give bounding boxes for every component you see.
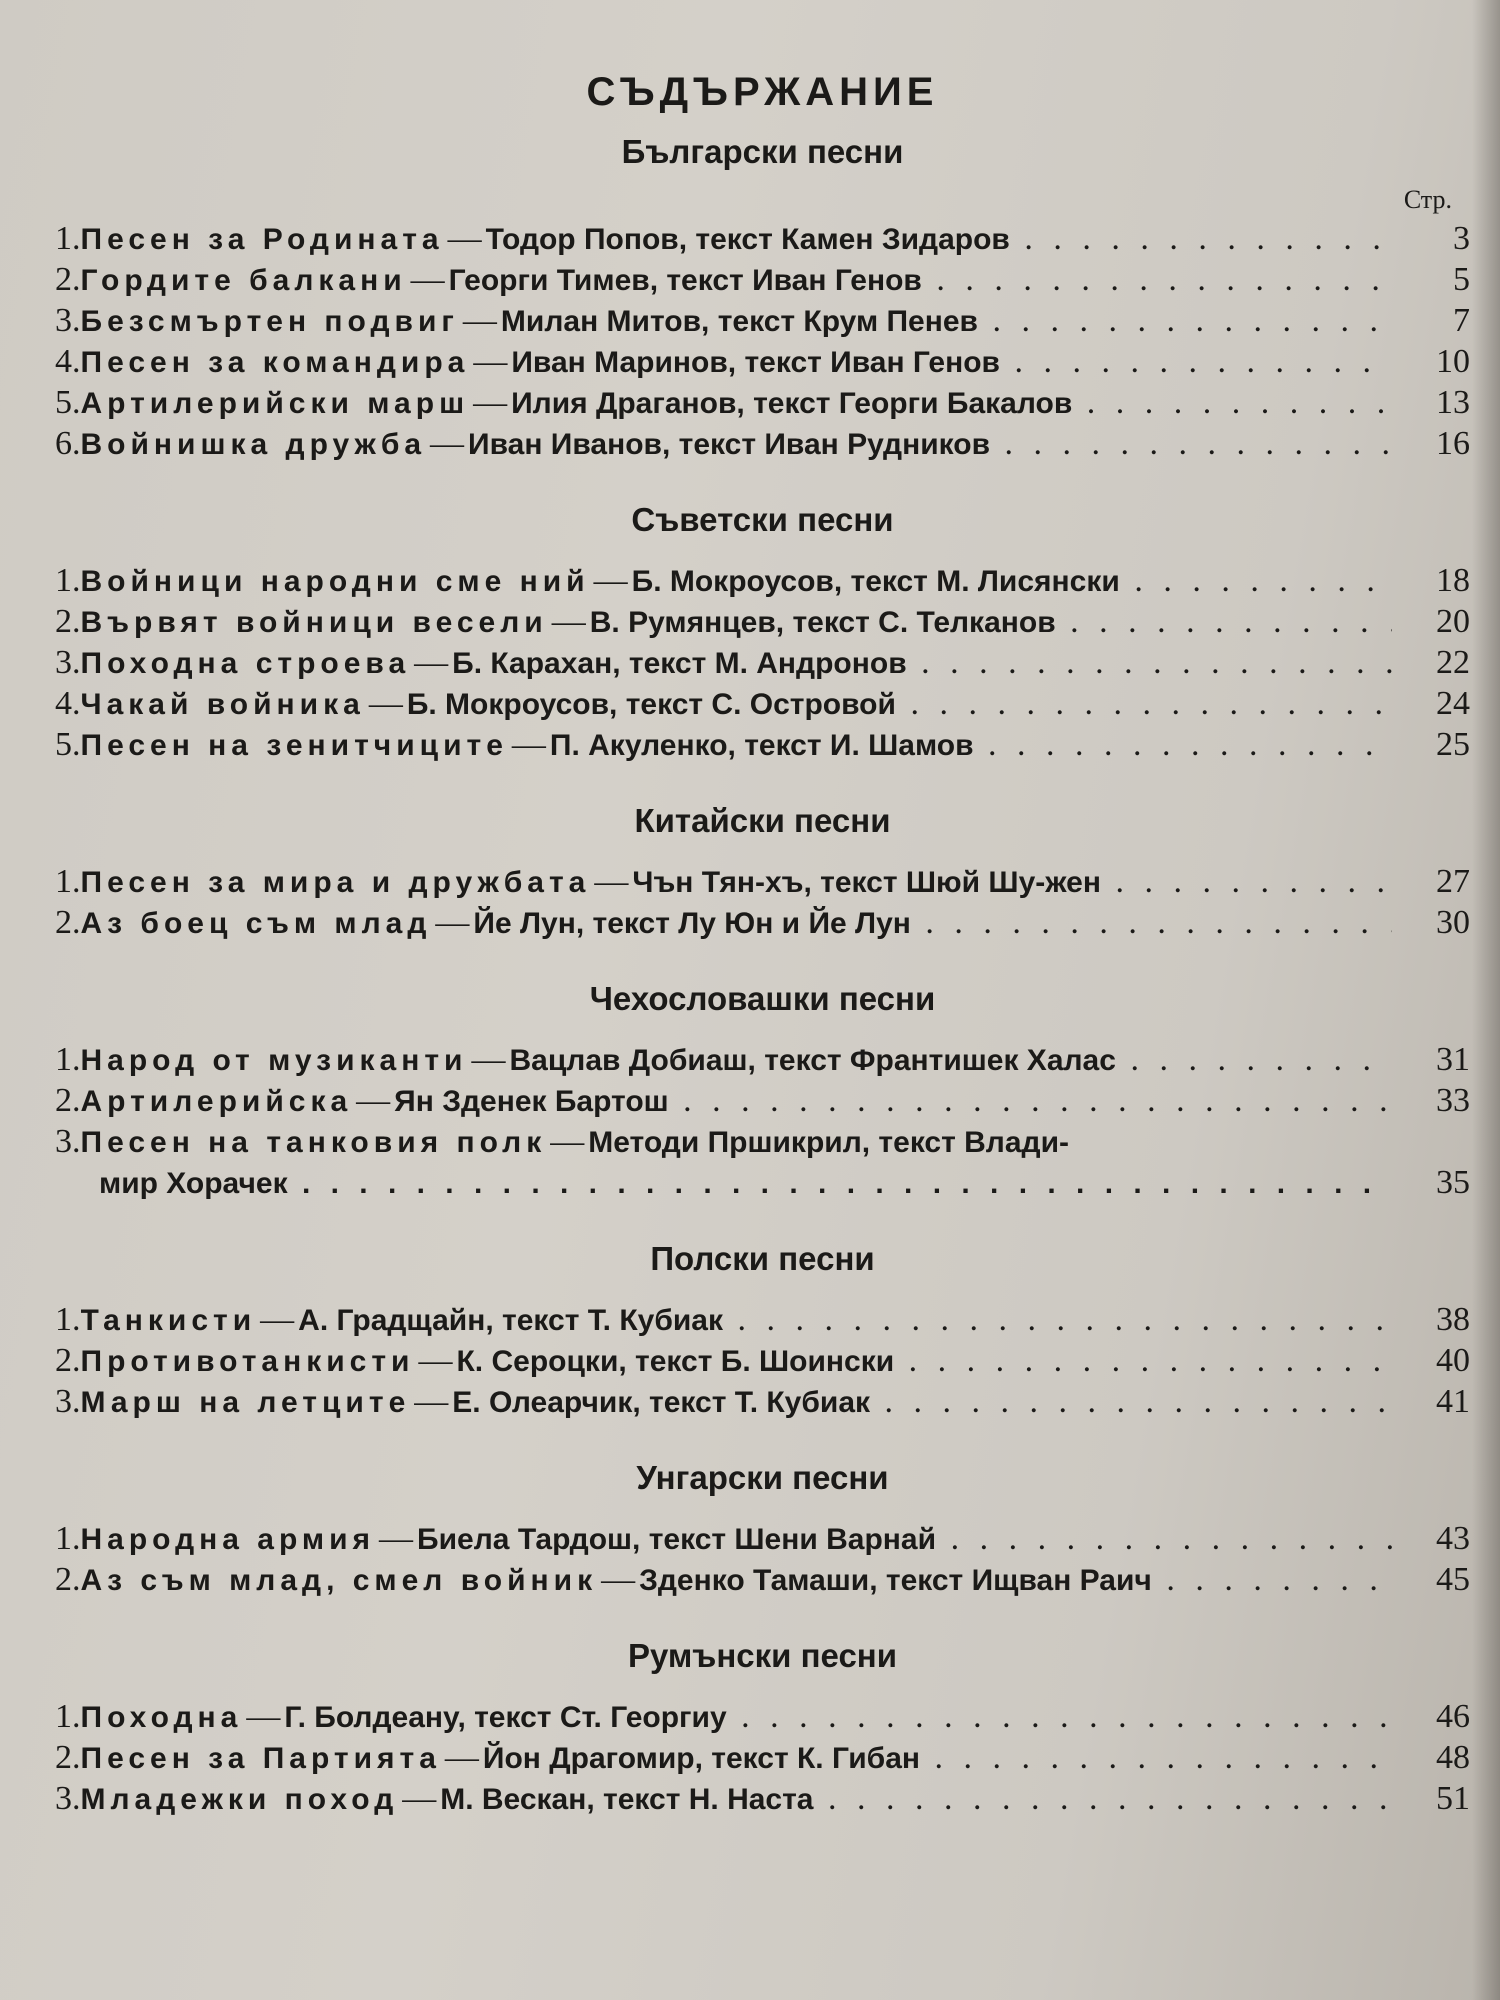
entry-number: 2.	[55, 904, 81, 941]
entry-dash: —	[356, 1082, 391, 1119]
entry-number: 6.	[55, 425, 81, 462]
entry-dash: —	[551, 603, 586, 640]
song-authors: Иван Иванов, текст Иван Рудников	[468, 428, 991, 461]
entry-text	[81, 1300, 1393, 1341]
entry-dash: —	[447, 220, 482, 257]
entry-list	[55, 1697, 1470, 1820]
page-number: 38	[1436, 1301, 1470, 1338]
entry-dash: —	[462, 302, 497, 339]
song-authors: Тодор Попов, текст Камен Зидаров	[485, 223, 1010, 256]
entry-text	[81, 643, 1393, 684]
toc-entry	[55, 219, 1470, 260]
entry-text	[81, 342, 1393, 383]
song-authors: К. Сероцки, текст Б. Шоински	[456, 1345, 895, 1378]
toc-entry	[55, 383, 1470, 424]
entry-text	[81, 424, 1393, 465]
entry-number: 3.	[55, 1780, 81, 1817]
section-title: Български песни	[621, 133, 904, 170]
toc-section	[55, 501, 1470, 766]
toc-entry	[55, 260, 1470, 301]
song-authors: Зденко Тамаши, текст Ищван Раич	[639, 1564, 1152, 1597]
entry-number: 2.	[55, 1739, 81, 1776]
entry-number: 4.	[55, 343, 81, 380]
page-title: СЪДЪРЖАНИЕ	[586, 70, 939, 114]
page-number: 33	[1436, 1082, 1470, 1119]
entry-list	[55, 561, 1470, 766]
entry-text	[81, 1560, 1393, 1601]
entry-text	[81, 301, 1393, 342]
song-title: Войнишка дружба	[80, 428, 427, 461]
page-number: 41	[1436, 1383, 1470, 1420]
page-number: 16	[1436, 425, 1470, 462]
page-number: 35	[1436, 1164, 1470, 1201]
song-title: Песен за Родината	[80, 223, 444, 256]
toc-entry	[55, 862, 1470, 903]
entry-number: 3.	[55, 302, 81, 339]
page-number: 13	[1436, 384, 1470, 421]
section-title: Съветски песни	[631, 501, 894, 538]
song-title: Песен за Партията	[80, 1742, 441, 1775]
song-title: Марш на летците	[80, 1386, 411, 1419]
song-authors: Б. Карахан, текст М. Андронов	[452, 647, 907, 680]
entry-text	[81, 219, 1393, 260]
page-number: 7	[1453, 302, 1470, 339]
song-title: Чакай войника	[80, 688, 365, 721]
entry-dash: —	[260, 1301, 295, 1338]
toc-entry	[55, 1300, 1470, 1341]
song-title: Безсмъртен подвиг	[80, 305, 459, 338]
entry-number: 1.	[55, 220, 81, 257]
page-number: 48	[1436, 1739, 1470, 1776]
song-title: Артилерийски марш	[80, 387, 470, 420]
song-authors: Ян Зденек Бартош	[394, 1085, 669, 1118]
entry-number: 3.	[55, 1383, 81, 1420]
toc-section	[55, 1637, 1470, 1820]
toc-entry	[55, 1081, 1470, 1122]
entry-dash: —	[511, 726, 546, 763]
section-title: Полски песни	[650, 1240, 875, 1277]
entry-list	[55, 1040, 1470, 1204]
entry-text	[81, 561, 1393, 602]
song-title: Походна	[80, 1701, 243, 1734]
page-number: 22	[1436, 644, 1470, 681]
entry-number: 3.	[55, 1123, 81, 1160]
song-authors: Вацлав Добиаш, текст Франтишек Халас	[509, 1044, 1116, 1077]
toc-entry	[55, 1519, 1470, 1560]
song-authors: Б. Мокроусов, текст С. Островой	[406, 688, 896, 721]
toc-entry	[55, 1122, 1470, 1163]
song-authors: А. Градщайн, текст Т. Кубиак	[298, 1304, 724, 1337]
song-title: Аз съм млад, смел войник	[80, 1564, 598, 1597]
entry-number: 1.	[55, 1520, 81, 1557]
page-number: 30	[1436, 904, 1470, 941]
entry-text	[81, 1382, 1393, 1423]
entry-text	[81, 1738, 1393, 1779]
song-title: Походна строева	[80, 647, 411, 680]
toc-entry	[55, 1697, 1470, 1738]
entry-text	[81, 1081, 1393, 1122]
song-title: Народ от музиканти	[80, 1044, 468, 1077]
toc-entry	[55, 1040, 1470, 1081]
page-number: 10	[1436, 343, 1470, 380]
song-authors: Методи Пршикрил, текст Влади-	[588, 1126, 1070, 1159]
toc-section	[55, 980, 1470, 1204]
toc-entry	[55, 1779, 1470, 1820]
entry-text	[81, 602, 1393, 643]
entry-number: 1.	[55, 1301, 81, 1338]
entry-dash: —	[430, 425, 465, 462]
entry-number: 1.	[55, 562, 81, 599]
section-title: Китайски песни	[634, 802, 891, 839]
entry-number: 3.	[55, 644, 81, 681]
toc-entry	[55, 1560, 1470, 1601]
entry-number: 2.	[55, 1561, 81, 1598]
toc-entry	[55, 643, 1470, 684]
entry-text	[81, 903, 1393, 944]
song-title: Гордите балкани	[80, 264, 407, 297]
entry-dash: —	[414, 1383, 449, 1420]
toc-entry	[55, 561, 1470, 602]
entry-dash: —	[444, 1739, 479, 1776]
entry-dash: —	[471, 1041, 506, 1078]
table-of-contents	[55, 133, 1470, 1820]
entry-text	[81, 1779, 1393, 1820]
entry-number: 4.	[55, 685, 81, 722]
entry-list	[55, 862, 1470, 944]
toc-section	[55, 1459, 1470, 1601]
entry-text	[81, 1519, 1393, 1560]
section-title: Румънски песни	[627, 1637, 898, 1674]
song-authors: В. Румянцев, текст С. Телканов	[589, 606, 1056, 639]
section-title: Унгарски песни	[636, 1459, 889, 1496]
song-title: Песен за командира	[80, 346, 470, 379]
song-title: Артилерийска	[80, 1085, 353, 1118]
entry-list	[55, 1300, 1470, 1423]
song-authors: Г. Болдеану, текст Ст. Георгиу	[284, 1701, 727, 1734]
song-title: Войници народни сме ний	[80, 565, 590, 598]
song-authors: П. Акуленко, текст И. Шамов	[549, 729, 974, 762]
toc-section	[55, 1240, 1470, 1423]
entry-text	[81, 725, 1393, 766]
song-authors: Чън Тян-хъ, текст Шюй Шу-жен	[632, 866, 1101, 899]
song-title: Противотанкисти	[80, 1345, 415, 1378]
entry-number: 1.	[55, 863, 81, 900]
song-authors: Йон Драгомир, текст К. Гибан	[482, 1742, 921, 1775]
entry-text	[81, 1122, 1393, 1163]
song-title: Младежки поход	[80, 1783, 399, 1816]
entry-text	[81, 1341, 1393, 1382]
entry-dash: —	[473, 384, 508, 421]
page-number: 51	[1436, 1780, 1470, 1817]
page-number: 31	[1436, 1041, 1470, 1078]
song-title: Песен на танковия полк	[80, 1126, 547, 1159]
entry-number: 2.	[55, 261, 81, 298]
toc-entry-continuation	[55, 1163, 1470, 1204]
entry-number: 1.	[55, 1698, 81, 1735]
toc-entry	[55, 1341, 1470, 1382]
page-number: 40	[1436, 1342, 1470, 1379]
entry-list	[55, 219, 1470, 465]
page-edge-shadow	[1472, 0, 1500, 2000]
entry-text	[81, 260, 1393, 301]
entry-text	[81, 862, 1393, 903]
song-authors: Е. Олеарчик, текст Т. Кубиак	[452, 1386, 871, 1419]
toc-section	[55, 802, 1470, 944]
page-number: 3	[1453, 220, 1470, 257]
page-column-label: Стр.	[1403, 185, 1452, 214]
entry-number: 2.	[55, 1342, 81, 1379]
entry-dash: —	[601, 1561, 636, 1598]
song-title: Песен на зенитчиците	[80, 729, 508, 762]
toc-entry	[55, 301, 1470, 342]
song-authors: М. Вескан, текст Н. Наста	[440, 1783, 814, 1816]
entry-dash: —	[473, 343, 508, 380]
toc-entry	[55, 602, 1470, 643]
page-number: 24	[1436, 685, 1470, 722]
page-number: 46	[1436, 1698, 1470, 1735]
entry-dash: —	[593, 562, 628, 599]
entry-dash: —	[414, 644, 449, 681]
entry-list	[55, 1519, 1470, 1601]
entry-text	[81, 383, 1393, 424]
entry-text	[81, 684, 1393, 725]
toc-entry	[55, 903, 1470, 944]
page-number: 5	[1453, 261, 1470, 298]
entry-dash: —	[246, 1698, 281, 1735]
entry-dash: —	[418, 1342, 453, 1379]
song-title: Народна армия	[80, 1523, 376, 1556]
song-authors: Иван Маринов, текст Иван Генов	[511, 346, 1000, 379]
page-number: 27	[1436, 863, 1470, 900]
entry-number: 5.	[55, 384, 81, 421]
entry-continuation-text: мир Хорачек . . .	[99, 1164, 1392, 1204]
entry-dash: —	[594, 863, 629, 900]
page-number: 20	[1436, 603, 1470, 640]
song-title: Песен за мира и дружбата	[80, 866, 591, 899]
entry-dash: —	[410, 261, 445, 298]
toc-entry	[55, 1738, 1470, 1779]
toc-entry	[55, 1382, 1470, 1423]
section-title: Чехословашки песни	[589, 980, 936, 1017]
entry-number: 2.	[55, 603, 81, 640]
song-title: Танкисти	[80, 1304, 257, 1337]
entry-text	[81, 1040, 1393, 1081]
entry-text	[81, 1697, 1393, 1738]
song-title: Вървят войници весели	[80, 606, 548, 639]
entry-number: 5.	[55, 726, 81, 763]
entry-dash: —	[402, 1780, 437, 1817]
entry-dash: —	[550, 1123, 585, 1160]
page-number: 25	[1436, 726, 1470, 763]
toc-entry	[55, 725, 1470, 766]
toc-entry	[55, 424, 1470, 465]
entry-dash: —	[435, 904, 470, 941]
entry-dash: —	[368, 685, 403, 722]
toc-section	[55, 133, 1470, 465]
entry-number: 1.	[55, 1041, 81, 1078]
song-title: Аз боец съм млад	[80, 907, 432, 940]
song-authors: Георги Тимев, текст Иван Генов	[448, 264, 922, 297]
page-number: 18	[1436, 562, 1470, 599]
song-authors: Б. Мокроусов, текст М. Лисянски	[631, 565, 1120, 598]
song-authors: Йе Лун, текст Лу Юн и Йе Лун	[473, 907, 911, 940]
toc-entry	[55, 342, 1470, 383]
page-number: 45	[1436, 1561, 1470, 1598]
song-authors: Милан Митов, текст Крум Пенев	[500, 305, 978, 338]
entry-dash: —	[379, 1520, 414, 1557]
page-number: 43	[1436, 1520, 1470, 1557]
toc-entry	[55, 684, 1470, 725]
song-authors: Биела Тардош, текст Шени Варнай	[417, 1523, 937, 1556]
entry-number: 2.	[55, 1082, 81, 1119]
song-authors: Илия Драганов, текст Георги Бакалов	[511, 387, 1073, 420]
